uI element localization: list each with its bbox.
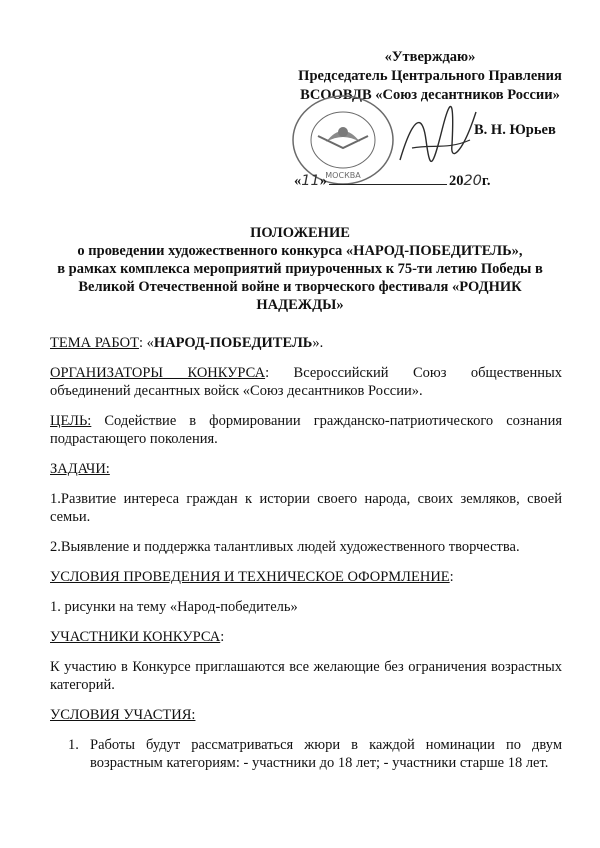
title-heading: ПОЛОЖЕНИЕ: [250, 225, 350, 241]
date-year-prefix: 20: [448, 173, 464, 189]
participants-text: К участию в Конкурсе приглашаются все желающие без ограничения возрастных категорий.: [50, 659, 562, 693]
title-line: в рамках комплекса мероприятий приуроченных к 75-ти летию Победы в: [57, 261, 543, 277]
date-underline: [329, 172, 447, 185]
document-title: [40, 224, 560, 314]
theme-section: [50, 334, 562, 352]
title-line: о проведении художественного конкурса «НАРОД-ПОБЕДИТЕЛЬ»,: [77, 243, 523, 259]
conditions-colon: :: [449, 569, 454, 585]
participants-heading: [50, 628, 562, 646]
approval-date: [294, 172, 490, 190]
conditions-label: УСЛОВИЯ ПРОВЕДЕНИЯ И ТЕХНИЧЕСКОЕ ОФОРМЛЕНИЕ: [50, 569, 450, 585]
approver-name: В. Н. Юрьев: [474, 122, 556, 138]
seal-text: МОСКВА: [325, 171, 361, 180]
approval-line: ВСООВДВ «Союз десантников России»: [300, 87, 560, 103]
date-prefix: «: [294, 173, 302, 189]
terms-label: УСЛОВИЯ УЧАСТИЯ:: [50, 707, 196, 723]
theme-value: НАРОД-ПОБЕДИТЕЛЬ: [153, 335, 313, 351]
term-item: [68, 736, 562, 772]
organizers-label: ОРГАНИЗАТОРЫ КОНКУРСА: [50, 365, 266, 381]
terms-heading: [50, 706, 562, 724]
date-day: 11: [301, 173, 320, 189]
conditions-heading: [50, 568, 562, 586]
goal-text: Содействие в формировании гражданско-патриотического сознания подрастающего поколения.: [50, 413, 562, 447]
date-year-hand: 20: [463, 173, 482, 189]
date-suffix: г.: [481, 173, 491, 189]
term-text: Работы будут рассматриваться жюри в каждой номинации по двум возрастным категориям: - участники до 18 лет; - участники старше 18 лет.: [90, 737, 562, 771]
title-line: НАДЕЖДЫ»: [256, 297, 344, 313]
term-number: 1.: [68, 737, 79, 753]
participants-label: УЧАСТНИКИ КОНКУРСА: [50, 629, 221, 645]
organizers-text: : Всероссийский Союз общественных объединений десантных войск «Союз десантников России».: [50, 365, 562, 399]
approval-line: Председатель Центрального Правления: [298, 68, 562, 84]
document-body: [50, 334, 562, 772]
date-mid: »: [319, 173, 327, 189]
title-line: Великой Отечественной войне и творческого фестиваля «РОДНИК: [78, 279, 522, 295]
theme-colon: : «: [138, 335, 154, 351]
theme-end: ».: [312, 335, 324, 351]
organizers-section: [50, 364, 562, 400]
participants-colon: :: [220, 629, 225, 645]
goal-section: [50, 412, 562, 448]
goal-label: ЦЕЛЬ:: [50, 413, 92, 429]
approval-line: «Утверждаю»: [384, 49, 476, 65]
theme-label: ТЕМА РАБОТ: [50, 335, 139, 351]
tasks-label: ЗАДАЧИ:: [50, 461, 110, 477]
condition-item: 1. рисунки на тему «Народ-победитель»: [50, 599, 298, 615]
signature-icon: [392, 100, 482, 180]
task-item: 1.Развитие интереса граждан к истории своего народа, своих земляков, своей семьи.: [50, 491, 562, 525]
tasks-heading: [50, 460, 562, 478]
task-item: 2.Выявление и поддержка талантливых людей художественного творчества.: [50, 539, 520, 555]
